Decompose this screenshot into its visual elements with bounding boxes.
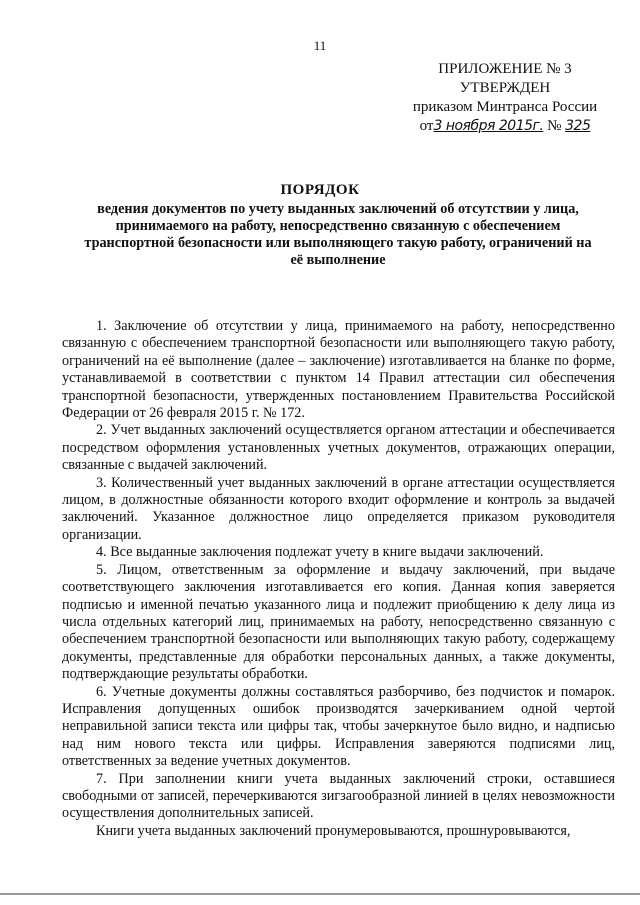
document-body bbox=[62, 318, 615, 840]
paragraph-1: 1. Заключение об отсутствии у лица, принимаемого на работу, непосредственно связанную с обеспечением транспортной безопасности или выполняющего такую работу, ограничений на её выполнение (далее – заключение) изготавливается на бланке по форме, устанавливаемой в соответствии с пунктом 14 Правил аттестации сил обеспечения транспортной безопасности, утвержденных постановлением Правительства Российской Федерации от 26 февраля 2015 г. № 172. bbox=[62, 318, 615, 422]
appendix-label: ПРИЛОЖЕНИЕ № 3 bbox=[438, 61, 572, 77]
paragraph-3: 3. Количественный учет выданных заключений в органе аттестации осуществляется лицом, в должностные обязанности которого входит оформление и контроль за выдачей заключений. Указанное должностное лицо определяется приказом руководителя организации. bbox=[62, 474, 615, 543]
handwritten-number: 325 bbox=[565, 118, 591, 134]
paragraph-6: 6. Учетные документы должны составляться разборчиво, без подчисток и помарок. Исправления допущенных ошибок производятся зачеркиванием одной чертой неправильной записи текста или цифры так, чтобы зачеркнутое было видно, и надписью над ним нового текста или цифры. Исправления заверяются подписями лиц, ответственных за ведение учетных документов. bbox=[62, 683, 615, 770]
order-date-line bbox=[400, 117, 610, 136]
document-title: ПОРЯДОК bbox=[280, 182, 360, 198]
page-number: 11 bbox=[313, 38, 327, 53]
document-subtitle: ведения документов по учету выданных заключений об отсутствии у лица, принимаемого на работу, непосредственно связанную с обеспечением транспортной безопасности или выполняющего такую работу, ограничений на её выполнение bbox=[84, 201, 592, 268]
page-bottom-edge bbox=[0, 893, 640, 895]
approval-block bbox=[400, 60, 610, 136]
paragraph-7: 7. При заполнении книги учета выданных заключений строки, оставшиеся свободными от записей, перечеркиваются зигзагообразной линией в целях невозможности осуществления дополнительных записей. bbox=[62, 770, 615, 822]
from-prefix: от bbox=[419, 118, 434, 134]
paragraph-8: Книги учета выданных заключений пронумеровываются, прошнуровываются, bbox=[96, 822, 571, 839]
paragraph-4: 4. Все выданные заключения подлежат учету в книге выдачи заключений. bbox=[96, 544, 544, 561]
approved-label: УТВЕРЖДЕН bbox=[459, 80, 551, 96]
paragraph-5: 5. Лицом, ответственным за оформление и выдачу заключений, при выдаче соответствующего заключения изготавливается его копия. Данная копия заверяется подписью и именной печатью указанного лица и подлежит приобщению к делу лица из числа отдельных категорий лиц, принимаемых на работу, непосредственно связанную с обеспечением транспортной безопасности или выполняющих такую работу, содержащему документы, представленные для обработки персональных данных, а также документы, подтверждающие результаты обработки. bbox=[62, 561, 615, 683]
handwritten-date: 3 ноября 2015г. bbox=[433, 118, 544, 134]
number-prefix: № bbox=[547, 118, 562, 134]
paragraph-2: 2. Учет выданных заключений осуществляется органом аттестации и обеспечивается посредством оформления установленных учетных документов, отражающих операции, связанные с выдачей заключений. bbox=[62, 422, 615, 474]
order-reference: приказом Минтранса России bbox=[412, 99, 598, 115]
